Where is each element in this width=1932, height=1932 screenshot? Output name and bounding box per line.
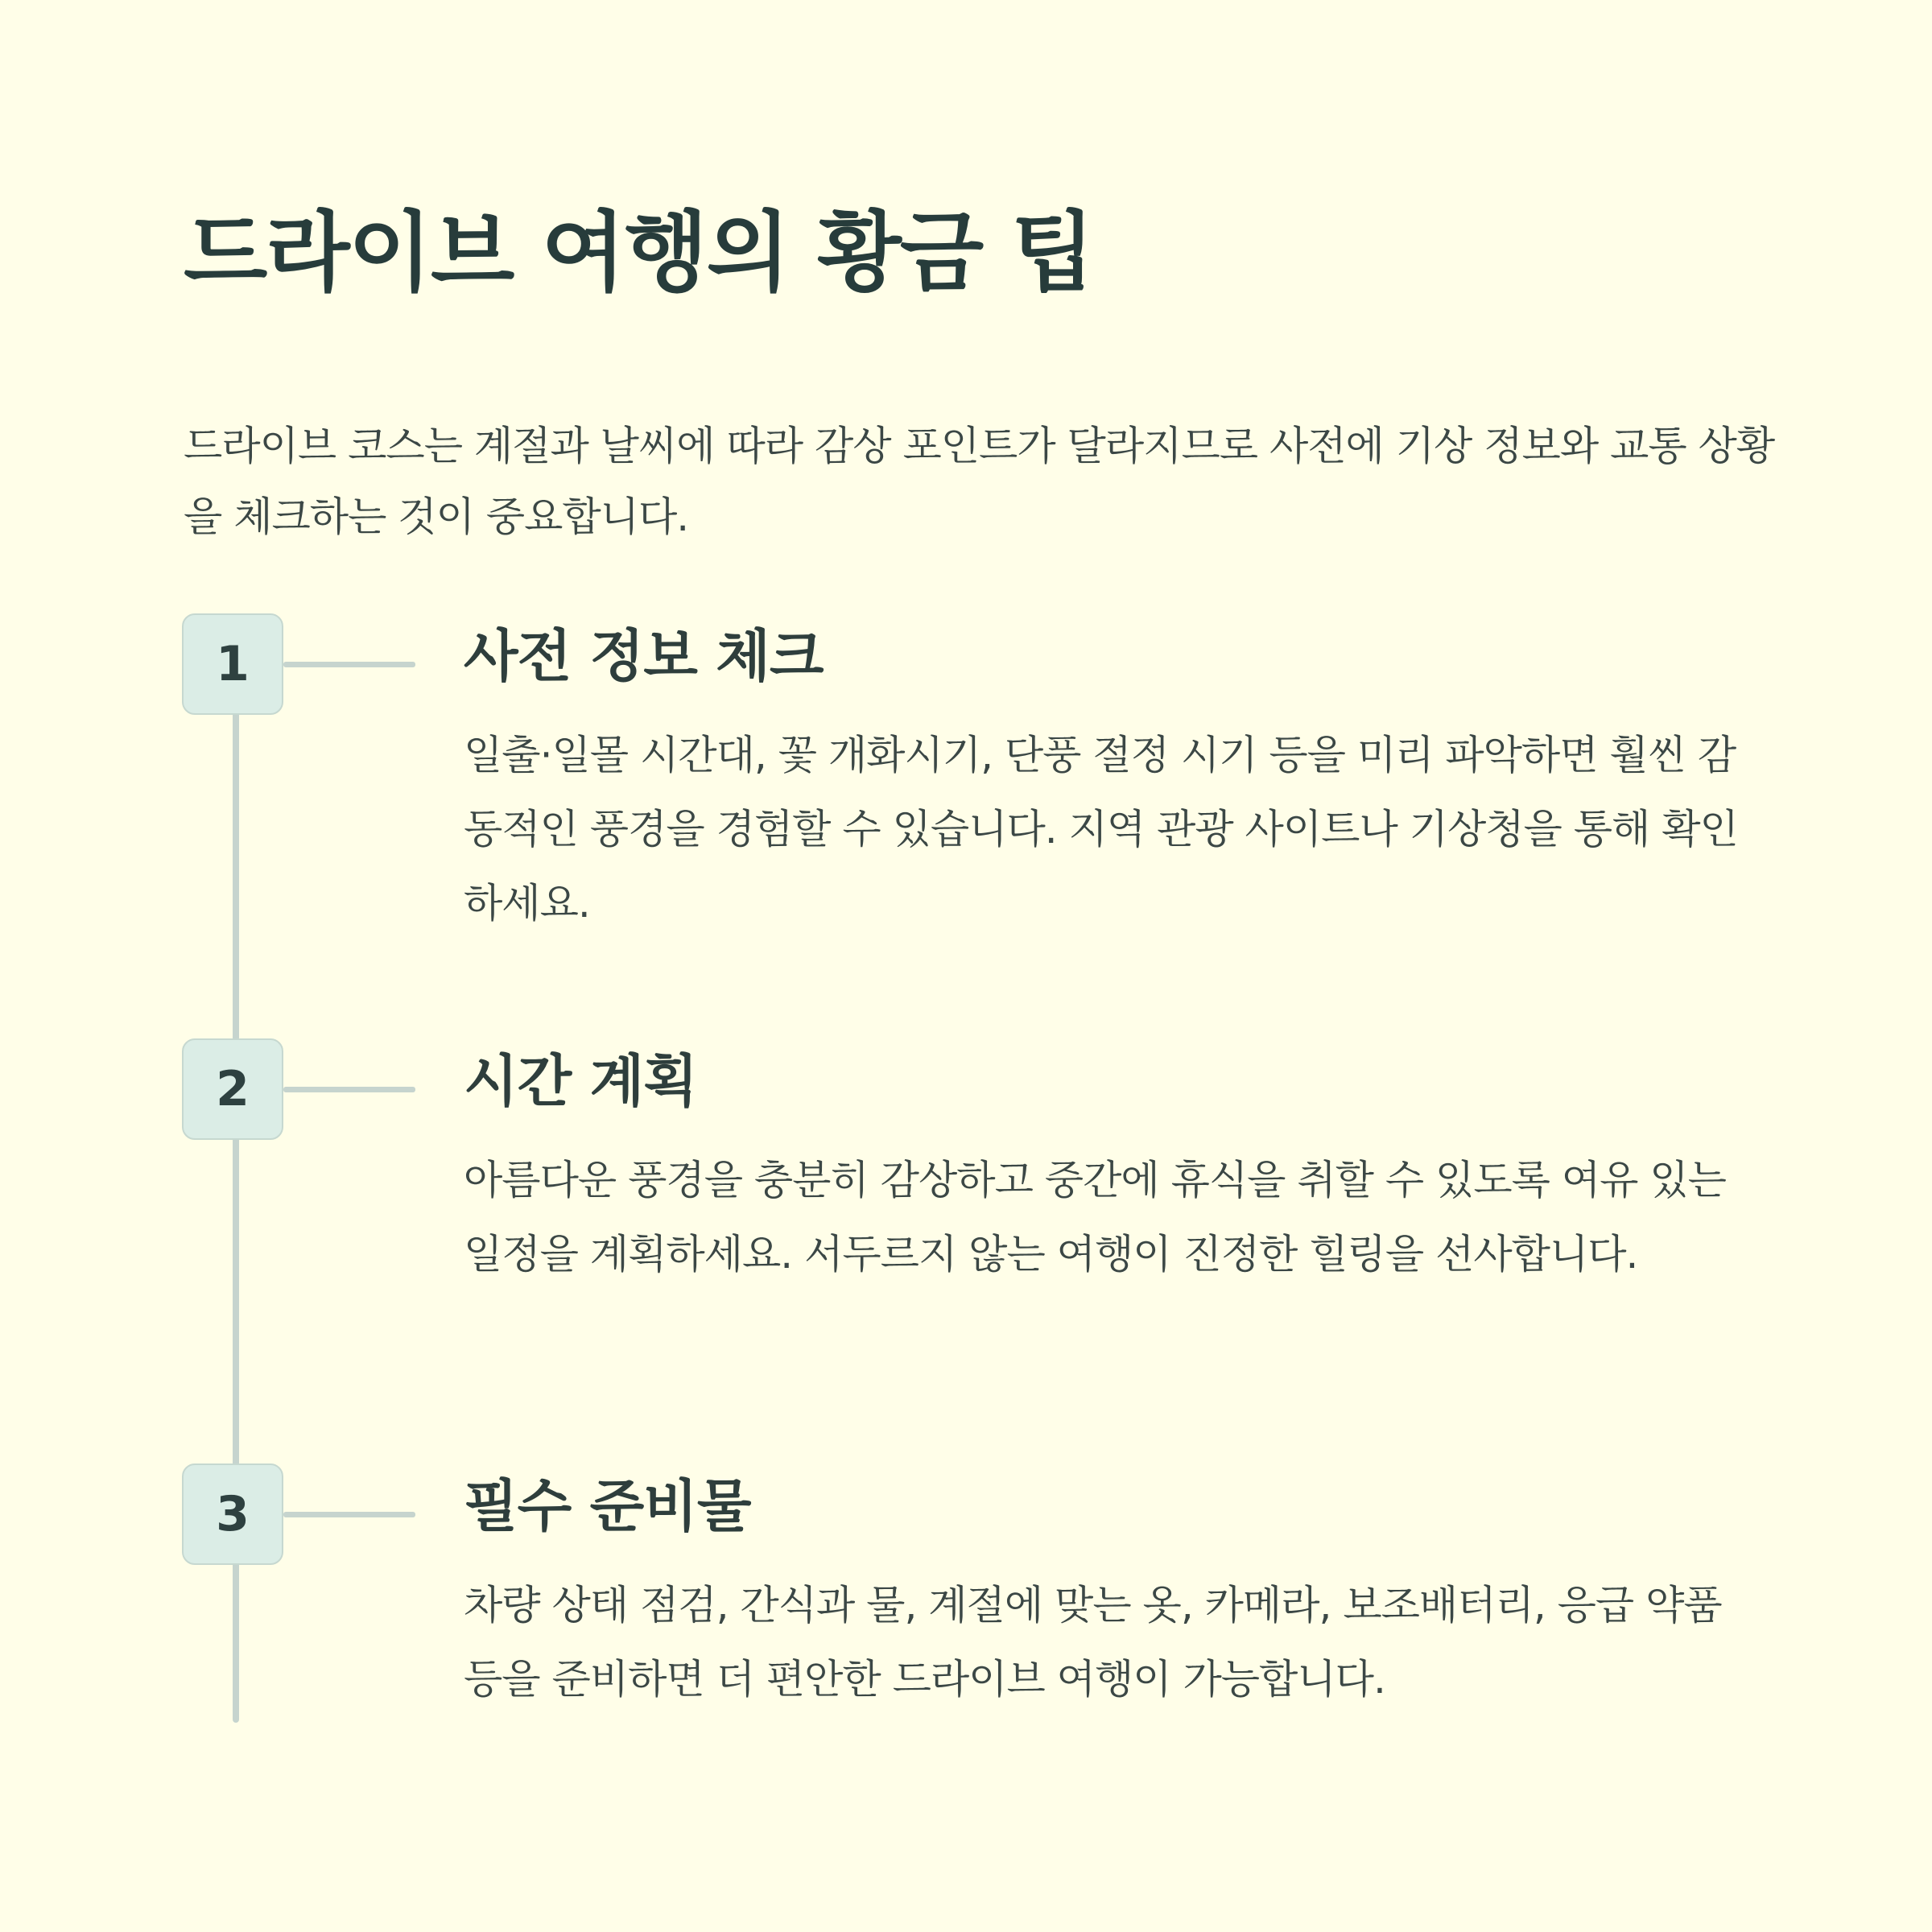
step-connector xyxy=(283,1512,415,1517)
step-number-badge: 3 xyxy=(182,1463,283,1565)
intro-paragraph: 드라이브 코스는 계절과 날씨에 따라 감상 포인트가 달라지므로 사전에 기상 정보와 교통 상황을 체크하는 것이 중요합니다. xyxy=(184,423,1775,540)
step-connector xyxy=(283,1087,415,1092)
step-title: 사전 정보 체크 xyxy=(464,623,824,689)
step-number-badge: 2 xyxy=(182,1038,283,1140)
step-title: 시간 계획 xyxy=(464,1048,697,1114)
step-connector xyxy=(283,662,415,667)
step-description: 아름다운 풍경을 충분히 감상하고 중간에 휴식을 취할 수 있도록 여유 있는 일정을 계획하세요. 서두르지 않는 여행이 진정한 힐링을 선사합니다. xyxy=(464,1157,1726,1278)
page-title: 드라이브 여행의 황금 팁 xyxy=(184,203,1094,303)
step-number-badge: 1 xyxy=(182,613,283,715)
step-description: 차량 상태 점검, 간식과 물, 계절에 맞는 옷, 카메라, 보조배터리, 응급 약품 등을 준비하면 더 편안한 드라이브 여행이 가능합니다. xyxy=(464,1582,1722,1703)
step-title: 필수 준비물 xyxy=(464,1473,751,1539)
step-description: 일출·일몰 시간대, 꽃 개화시기, 단풍 절정 시기 등을 미리 파악하면 훨씬 감동적인 풍경을 경험할 수 있습니다. 지역 관광 사이트나 기상청을 통해 확인하세요. xyxy=(464,732,1738,927)
